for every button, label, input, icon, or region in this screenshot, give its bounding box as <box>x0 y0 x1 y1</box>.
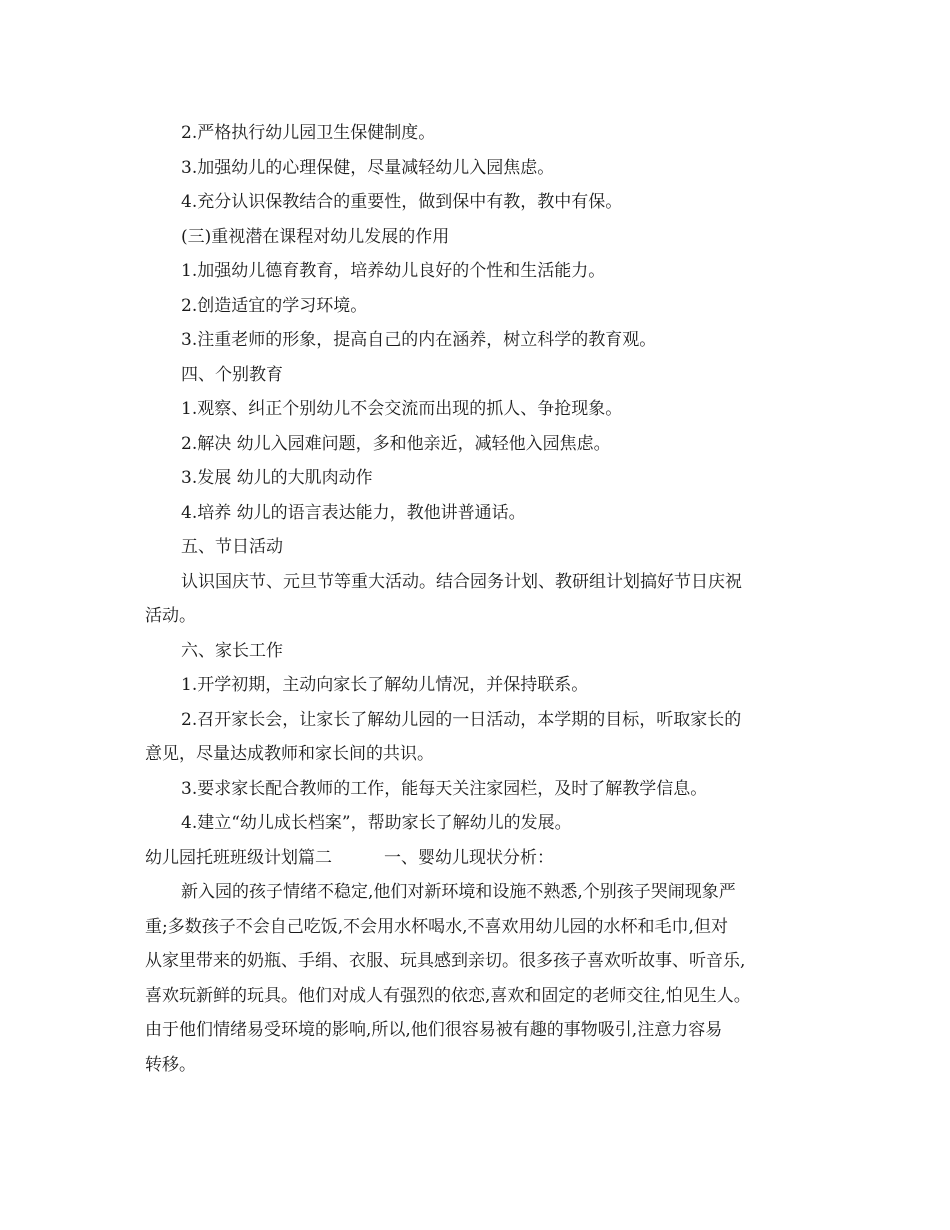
section-heading: 六、家长工作 <box>181 640 283 661</box>
section2-heading: 一、婴幼儿现状分析： <box>384 847 554 868</box>
text-line: 认识国庆节、元旦节等重大活动。结合园务计划、教研组计划搞好节日庆祝 <box>181 571 742 592</box>
text-line: 3.加强幼儿的心理保健，尽量减轻幼儿入园焦虑。 <box>181 157 555 178</box>
text-line: 2.严格执行幼儿园卫生保健制度。 <box>181 123 436 143</box>
text-line: 4.培养 幼儿的语言表达能力，教他讲普通话。 <box>181 502 526 523</box>
paragraph-line: 转移。 <box>145 1054 196 1075</box>
section-heading: 四、个别教育 <box>181 364 283 385</box>
paragraph-line: 新入园的孩子情绪不稳定,他们对新环境和设施不熟悉,个别孩子哭闹现象严 <box>181 882 736 902</box>
text-line: 4.建立“幼儿成长档案”，帮助家长了解幼儿的发展。 <box>181 813 572 833</box>
text-line: 1.加强幼儿德育教育，培养幼儿良好的个性和生活能力。 <box>181 261 606 281</box>
text-line: 4.充分认识保教结合的重要性，做到保中有教，教中有保。 <box>181 192 623 212</box>
text-line: 2.解决 幼儿入园难问题，多和他亲近，减轻他入园焦虑。 <box>181 433 611 454</box>
section-heading: 五、节日活动 <box>181 537 283 557</box>
section2-title: 幼儿园托班班级计划篇二 <box>145 847 332 868</box>
paragraph-line: 从家里带来的奶瓶、手绢、衣服、玩具感到亲切。很多孩子喜欢听故事、听音乐, <box>145 951 746 971</box>
text-line: 3.发展 幼儿的大肌肉动作 <box>181 468 373 488</box>
text-line: 3.注重老师的形象，提高自己的内在涵养，树立科学的教育观。 <box>181 330 657 350</box>
text-line: 2.创造适宜的学习环境。 <box>181 295 368 316</box>
paragraph-line: 喜欢玩新鲜的玩具。他们对成人有强烈的依恋,喜欢和固定的老师交往,怕见生人。 <box>145 985 751 1006</box>
text-line: 2.召开家长会，让家长了解幼儿园的一日活动，本学期的目标，听取家长的 <box>181 709 742 730</box>
text-line: 意见，尽量达成教师和家长间的共识。 <box>145 744 434 764</box>
text-line: 1.开学初期，主动向家长了解幼儿情况，并保持联系。 <box>181 675 589 695</box>
text-line: 1.观察、纠正个别幼儿不会交流而出现的抓人、争抢现象。 <box>181 399 623 419</box>
document-body <box>145 116 805 1082</box>
subsection-heading: (三)重视潜在课程对幼儿发展的作用 <box>181 226 450 247</box>
section2-title-line <box>145 841 805 876</box>
paragraph-line: 由于他们情绪易受环境的影响,所以,他们很容易被有趣的事物吸引,注意力容易 <box>145 1020 723 1040</box>
text-line: 活动。 <box>145 606 196 626</box>
paragraph-line: 重;多数孩子不会自己吃饭,不会用水杯喝水,不喜欢用幼儿园的水杯和毛巾,但对 <box>145 916 728 937</box>
text-line: 3.要求家长配合教师的工作，能每天关注家园栏，及时了解教学信息。 <box>181 778 708 799</box>
